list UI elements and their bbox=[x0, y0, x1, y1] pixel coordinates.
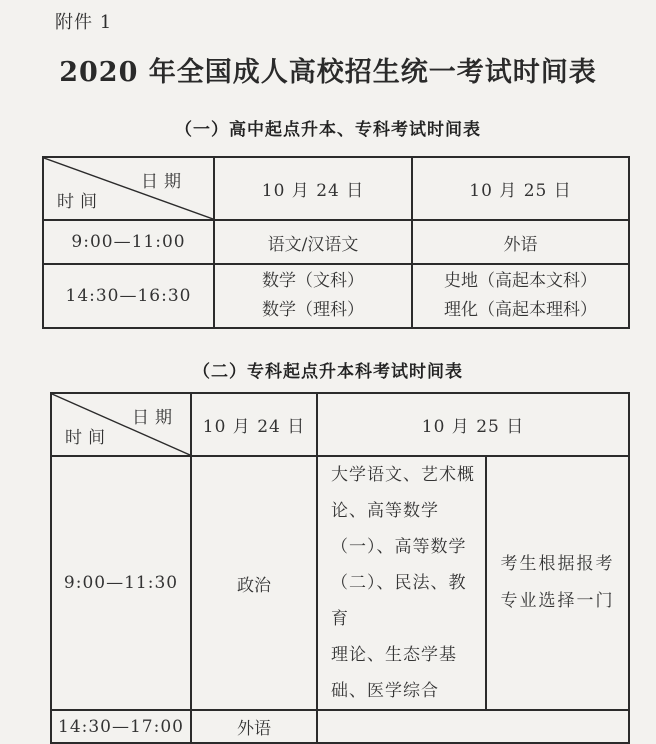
subject-cell: 外语 bbox=[412, 220, 629, 264]
subject-line: 大学语文、艺术概 bbox=[331, 465, 475, 485]
subject-line: 理论、生态学基 bbox=[331, 645, 457, 665]
subject-line: 论、高等数学 bbox=[331, 501, 439, 521]
subject-line: 史地（高起本文科） bbox=[444, 271, 597, 291]
page-title: 2020 年全国成人高校招生统一考试时间表 bbox=[59, 57, 597, 88]
time-cell: 14:30—17:00 bbox=[51, 710, 191, 743]
note-line: 专业选择一门 bbox=[500, 591, 615, 611]
time-cell: 9:00—11:00 bbox=[43, 220, 214, 264]
time-cell: 9:00—11:30 bbox=[51, 456, 191, 710]
subject-line: （一）、高等数学 bbox=[331, 537, 467, 557]
table2-header-row bbox=[51, 393, 629, 456]
table1-column-header-oct25: 10 月 25 日 bbox=[412, 157, 629, 220]
table2-column-header-oct25: 10 月 25 日 bbox=[317, 393, 629, 456]
table1-date-label: 日期 bbox=[141, 172, 187, 192]
empty-cell bbox=[317, 710, 629, 743]
section1-heading: （一）高中起点升本、专科考试时间表 bbox=[175, 120, 481, 140]
subject-cell: 外语 bbox=[191, 710, 317, 743]
subject-cell: 语文/汉语文 bbox=[214, 220, 412, 264]
elective-subjects-cell bbox=[317, 456, 486, 710]
table2-column-header-oct24: 10 月 24 日 bbox=[191, 393, 317, 456]
subject-line: 数学（文科） bbox=[262, 271, 364, 291]
note-line: 考生根据报考 bbox=[500, 554, 615, 574]
table2-row-morning bbox=[51, 456, 629, 710]
time-cell: 14:30—16:30 bbox=[43, 264, 214, 328]
table1-header-row bbox=[43, 157, 629, 220]
subject-cell: 政治 bbox=[191, 456, 317, 710]
table1-column-header-oct24: 10 月 24 日 bbox=[214, 157, 412, 220]
table1-corner-cell bbox=[43, 157, 214, 220]
subject-line: 理化（高起本理科） bbox=[444, 300, 597, 320]
table2-corner-cell bbox=[51, 393, 191, 456]
section2-heading: （二）专科起点升本科考试时间表 bbox=[193, 362, 463, 382]
exam-table-high-school-start bbox=[42, 156, 630, 329]
table1-time-label: 时间 bbox=[57, 192, 103, 212]
subject-line: 数学（理科） bbox=[262, 300, 364, 320]
attachment-label: 附件 1 bbox=[55, 12, 113, 33]
subject-line: 础、医学综合 bbox=[331, 681, 439, 701]
subject-line: （二）、民法、教育 bbox=[331, 573, 467, 629]
table2-time-label: 时间 bbox=[65, 428, 111, 448]
table1-row-afternoon bbox=[43, 264, 629, 328]
subject-cell bbox=[214, 264, 412, 328]
table2-date-label: 日期 bbox=[132, 408, 178, 428]
elective-note-cell bbox=[486, 456, 629, 710]
table2-row-afternoon bbox=[51, 710, 629, 743]
table1-row-morning bbox=[43, 220, 629, 264]
exam-table-college-start bbox=[50, 392, 630, 744]
subject-cell bbox=[412, 264, 629, 328]
